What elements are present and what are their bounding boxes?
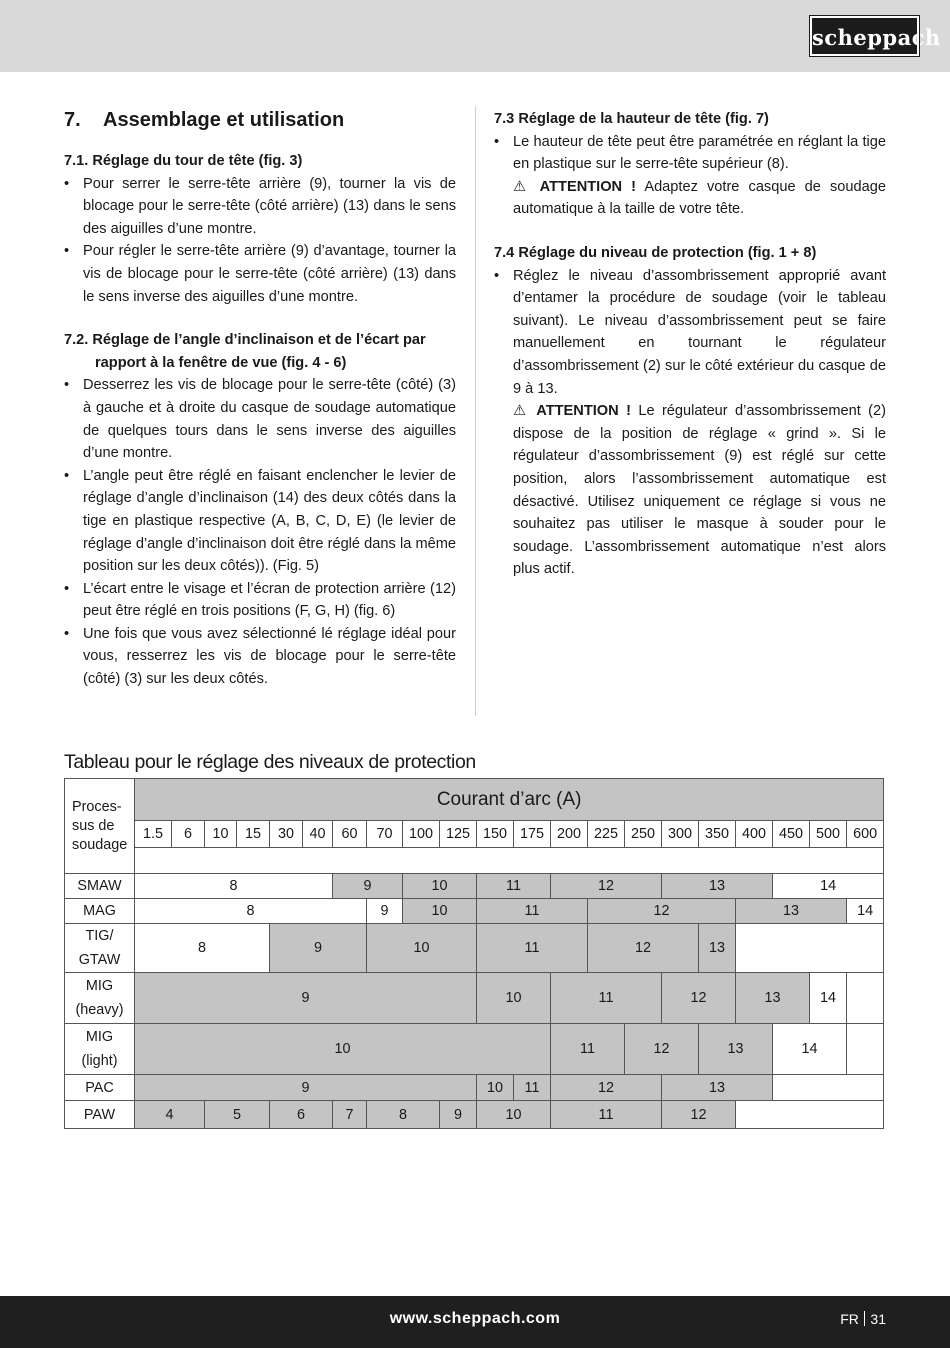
bullet-text: Réglez le niveau d’assombrissement approprié avant d’entamer la procédure de soudage (voir le tableau suivant). Le niveau d’assombrissement peut se faire manuellement en tournant le régulateur d’assombrissement (2) sur le côté extérieur du casque de 9 à 13. [513,267,886,397]
current-value-cell: 6 [172,821,205,848]
shade-level-cell: 9 [270,924,367,973]
table-row [65,973,884,1024]
bullet-list-7-3 [494,131,886,221]
current-header: Courant d’arc (A) [135,779,884,821]
shade-level-cell: 10 [477,1075,514,1101]
page-footer [0,1296,950,1348]
table-row [65,1024,884,1075]
shade-level-cell: 8 [135,874,333,899]
shade-level-cell: 10 [367,924,477,973]
list-item [494,265,886,581]
shade-level-cell: 11 [477,924,588,973]
subsection-heading-7-1: 7.1. Réglage du tour de tête (fig. 3) [64,153,303,169]
shade-level-cell: 9 [333,874,403,899]
process-name-cell: MAG [65,899,135,924]
shade-level-cell: 8 [135,899,367,924]
shade-level-cell: 12 [625,1024,699,1075]
process-name-cell: MIG (heavy) [65,973,135,1024]
shade-level-cell: 13 [736,899,847,924]
current-value-cell: 70 [367,821,403,848]
right-column [494,108,886,581]
empty-cell [135,848,884,874]
shade-level-cell [736,924,884,973]
language-code: FR [840,1311,859,1327]
shade-level-cell: 11 [477,874,551,899]
shade-level-cell: 4 [135,1101,205,1129]
spacer-row [65,848,884,874]
attention-label: ⚠ ATTENTION ! [513,178,637,195]
shade-level-cell: 13 [699,1024,773,1075]
subsection-heading-7-3: 7.3 Réglage de la hauteur de tête (fig. 7) [494,111,769,127]
shade-level-cell: 12 [588,924,699,973]
shade-level-cell: 12 [588,899,736,924]
bullet-text: Le hauteur de tête peut être paramétrée en réglant la tige en plastique sur le serre-tête supérieur (8). [513,133,886,173]
shade-level-cell: 10 [403,874,477,899]
column-divider [475,106,476,716]
bullet-list-7-2 [64,374,456,690]
shade-level-cell: 9 [367,899,403,924]
page-number [840,1311,886,1327]
table-row [65,899,884,924]
section-heading [64,108,456,132]
shade-level-cell: 9 [135,1075,477,1101]
brand-logo: scheppach [810,16,919,56]
shade-level-cell: 11 [551,973,662,1024]
current-value-cell: 30 [270,821,303,848]
table-row [65,924,884,973]
shade-level-cell: 11 [514,1075,551,1101]
shade-level-cell: 11 [477,899,588,924]
current-value-cell: 250 [625,821,662,848]
footer-url: www.scheppach.com [389,1310,561,1327]
shade-level-cell [736,1101,884,1129]
current-value-cell: 1.5 [135,821,172,848]
shade-level-cell: 8 [135,924,270,973]
shade-level-cell: 10 [403,899,477,924]
shade-level-cell: 14 [773,874,884,899]
attention-text: Adaptez votre casque de soudage automatique à la taille de votre tête. [513,178,886,218]
shade-level-cell: 14 [847,899,884,924]
list-item: • Desserrez les vis de blocage pour le serre-tête (côté) (3) à gauche et à droite du casque de soudage automatique de quelques tours dans le sens inverse des aiguilles d’une montre. [64,374,456,464]
shade-level-cell: 14 [773,1024,847,1075]
current-value-cell: 450 [773,821,810,848]
attention-label: ⚠ ATTENTION ! [513,403,631,420]
list-item [494,131,886,221]
shade-level-cell [847,973,884,1024]
current-value-cell: 40 [303,821,333,848]
section-title: Assemblage et utilisation [103,109,345,131]
current-values-row [65,821,884,848]
shade-level-cell: 12 [551,874,662,899]
shade-level-cell: 11 [551,1024,625,1075]
shade-level-cell: 13 [736,973,810,1024]
current-value-cell: 400 [736,821,773,848]
shade-level-cell: 10 [477,1101,551,1129]
current-value-cell: 100 [403,821,440,848]
shade-level-cell: 10 [135,1024,551,1075]
process-name-cell: PAW [65,1101,135,1129]
shade-level-cell: 6 [270,1101,333,1129]
page-num: 31 [870,1311,886,1327]
subsection-heading-7-4: 7.4 Réglage du niveau de protection (fig. 1 + 8) [494,244,817,261]
shade-level-cell: 8 [367,1101,440,1129]
protection-level-table [64,778,884,1129]
current-value-cell: 600 [847,821,884,848]
current-value-cell: 300 [662,821,699,848]
shade-level-cell: 5 [205,1101,270,1129]
current-value-cell: 225 [588,821,625,848]
shade-level-cell [847,1024,884,1075]
shade-level-cell: 14 [810,973,847,1024]
shade-level-cell: 12 [662,1101,736,1129]
page-header [0,0,950,72]
table-row [65,1101,884,1129]
table-header-row [65,779,884,821]
attention-text: Le régulateur d’assombrissement (2) dispose de la position de réglage « grind ». Si le régulateur d’assombrissement (9) est réglé sur cette position, alors l’assombrissement automatique est désactivé. Utilisez uniquement ce réglage si vous ne souhaitez pas utiliser le masque à souder pour le soudage. L’assombrissement automatique n’est alors plus actif. [513,403,886,578]
current-value-cell: 60 [333,821,367,848]
current-value-cell: 500 [810,821,847,848]
current-value-cell: 10 [205,821,237,848]
process-name-cell: SMAW [65,874,135,899]
current-value-cell: 175 [514,821,551,848]
shade-level-cell: 12 [551,1075,662,1101]
left-column [64,108,456,691]
shade-level-cell: 7 [333,1101,367,1129]
list-item: • Pour régler le serre-tête arrière (9) d’avantage, tourner la vis de blocage pour le serre-tête (côté arrière) (13) dans le sens inverse des aiguilles d’une montre. [64,240,456,308]
list-item: • L’écart entre le visage et l’écran de protection arrière (12) peut être réglé en trois positions (F, G, H) (fig. 6) [64,578,456,623]
list-item: • Une fois que vous avez sélectionné lé réglage idéal pour vous, resserrez les vis de blocage pour le serre-tête (côté) (3) sur les deux côtés. [64,623,456,691]
shade-level-cell: 10 [477,973,551,1024]
process-name-cell: TIG/ GTAW [65,924,135,973]
shade-level-cell: 12 [662,973,736,1024]
subsection-heading-7-2: 7.2. Réglage de l’angle d’inclinaison et de l’écart par rapport à la fenêtre de vue (fig. 4 - 6) [64,332,426,371]
bullet-list-7-4 [494,265,886,581]
process-column-header: Proces- sus de soudage [65,779,135,874]
shade-level-cell: 11 [551,1101,662,1129]
section-number: 7. [64,109,81,131]
current-value-cell: 350 [699,821,736,848]
list-item: • Pour serrer le serre-tête arrière (9), tourner la vis de blocage pour le serre-tête (côté arrière) (13) dans le sens des aiguilles d’une montre. [64,173,456,241]
separator-bar [864,1311,866,1326]
list-item: • L’angle peut être réglé en faisant enclencher le levier de réglage d’angle d’inclinaison (14) des deux côtés dans la tige en plastique respective (A, B, C, D, E) (le levier de réglage d’angle d’inclinaison doit être réglé dans la même position sur les deux côtés)). (Fig. 5) [64,465,456,578]
shade-level-cell: 9 [440,1101,477,1129]
shade-level-cell: 13 [662,874,773,899]
current-value-cell: 15 [237,821,270,848]
shade-level-cell: 9 [135,973,477,1024]
shade-level-cell: 13 [699,924,736,973]
table-row [65,874,884,899]
process-name-cell: MIG (light) [65,1024,135,1075]
current-value-cell: 125 [440,821,477,848]
shade-level-cell [773,1075,884,1101]
process-name-cell: PAC [65,1075,135,1101]
table-row [65,1075,884,1101]
current-value-cell: 200 [551,821,588,848]
table-title: Tableau pour le réglage des niveaux de protection [64,751,476,773]
current-value-cell: 150 [477,821,514,848]
bullet-list-7-1 [64,173,456,309]
shade-level-cell: 13 [662,1075,773,1101]
